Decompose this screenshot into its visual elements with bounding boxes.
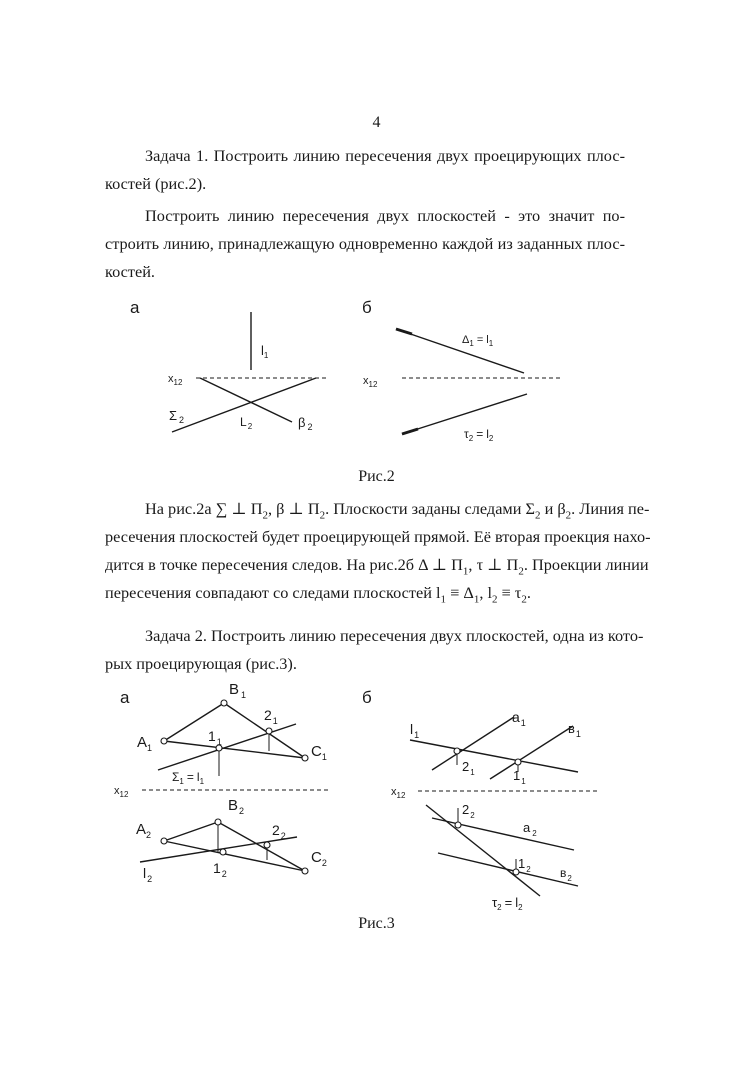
fig3-caption: Рис.3: [358, 915, 395, 932]
fig3-a-point-A2: [161, 838, 167, 844]
fig3-b-21-label: $2_1$: [462, 759, 475, 777]
fig2-a-L2-label: $L_2$: [240, 415, 253, 431]
fig3-b-b2-line: [438, 853, 578, 886]
fig3-b-b2-label: $в_2$: [560, 866, 572, 883]
fig2-b-delta1-label: $\Delta_1 = l_1$: [462, 334, 494, 348]
fig2-a-beta2-label: β $_2$: [298, 415, 313, 432]
fig3-b-point-11: [515, 759, 521, 765]
fig3-b-a1-label: $a_1$: [512, 709, 526, 728]
fig3-a-point-B2: [215, 819, 221, 825]
fig3-a-point-B1: [221, 700, 227, 706]
explain-line2: ресечения плоскостей будет проецирующей прямой. Её вторая проекция нахо-: [105, 527, 651, 546]
fig2-b-label: б: [362, 298, 372, 317]
task2-line1: Задача 2. Построить линию пересечения двух плоскостей, одна из кото-: [145, 626, 644, 645]
fig3-b-a2-line: [432, 818, 574, 850]
page-number: 4: [372, 114, 381, 131]
task1-line1: Задача 1. Построить линию пересечения двух проецирующих плос-: [145, 146, 625, 165]
fig2-b-x12-label: $x_{12}$: [363, 375, 378, 389]
fig3-a-point-21: [266, 728, 272, 734]
fig3-a-point-12: [220, 849, 226, 855]
fig2-a-sigma2-label: Σ $_2$: [169, 408, 185, 425]
fig3-a-B2-label: $B_2$: [228, 797, 245, 816]
fig3-a-point-C2: [302, 868, 308, 874]
fig3-a-point-A1: [161, 738, 167, 744]
fig3-a-22-label: $2_2$: [272, 822, 286, 841]
fig3-a-x12-label: $x_{12}$: [114, 785, 129, 799]
fig3-a-C1-label: $C_1$: [311, 743, 327, 762]
fig3-b-x12-label: $x_{12}$: [391, 786, 406, 800]
fig2-a-l1-label: $l_1$: [261, 343, 269, 360]
fig3-a-point-C1: [302, 755, 308, 761]
fig3-b-point-22: [455, 822, 461, 828]
fig3-b-11-label: $1_1$: [513, 768, 526, 786]
fig3-a-C2-label: $C_2$: [311, 849, 327, 868]
fig3-b-22-label: $2_2$: [462, 802, 475, 820]
fig2-caption: Рис.2: [358, 468, 395, 485]
fig3-a-21-label: $2_1$: [264, 707, 278, 726]
explain-line3: дится в точке пересечения следов. На рис.2б Δ ⊥ $П_1$, τ ⊥ $П_2$. Проекции линии: [105, 555, 649, 578]
fig2-b-tau2-label: $\tau_2 = l_2$: [464, 427, 494, 443]
def-line1: Построить линию пересечения двух плоскостей - это значит по-: [145, 206, 625, 225]
fig3-a-A2-label: $A_2$: [136, 821, 152, 840]
fig3-b-a1-line: [432, 717, 514, 770]
def-line3: костей.: [105, 262, 155, 281]
fig3-b-12-label: $1_2$: [518, 856, 531, 874]
fig3-b-tau2-trace: [426, 805, 540, 896]
fig3-b-a2-label: a $_2$: [523, 820, 537, 838]
fig3-a-point-22: [264, 842, 270, 848]
fig3-a-l2-label: $l_2$: [143, 865, 153, 884]
fig3-a-B1-label: B $_1$: [229, 681, 247, 700]
fig2-a-label: а: [130, 298, 140, 317]
fig3-b-b1-label: $в_1$: [568, 721, 581, 739]
fig3-b-tau2-label: $\tau_2 = l_2$: [492, 895, 523, 912]
fig3-b-b1-line: [490, 726, 573, 779]
fig3-a-11-label: $1_1$: [208, 728, 222, 747]
task2-line2: рых проецирующая (рис.3).: [105, 654, 297, 673]
def-line2: строить линию, принадлежащую одновременно каждой из заданных плос-: [105, 234, 625, 253]
explain-line1: На рис.2а ∑ ⊥ $П_2$, β ⊥ $П_2$. Плоскости заданы следами $\Sigma_2$ и $\beta_2$. Линия пе-: [145, 499, 650, 522]
explain-line4: пересечения совпадают со следами плоскостей $l_1 \equiv \Delta_1$, $l_2 \equiv \tau_2$.: [105, 583, 531, 606]
task1-line2: костей (рис.2).: [105, 174, 207, 193]
fig3-b-point-21: [454, 748, 460, 754]
fig3-a-sigma1-label: $\Sigma_1 = l_1$: [172, 770, 205, 786]
fig3-a-A1-label: $A_1$: [137, 734, 153, 753]
fig3-b-label: б: [362, 688, 372, 707]
fig3-a-12-label: $1_2$: [213, 860, 227, 879]
fig3-a-label: а: [120, 688, 130, 707]
fig3-b-l1-label: $l_1$: [410, 721, 420, 740]
fig2-a-x12-label: $x_{12}$: [168, 373, 183, 387]
